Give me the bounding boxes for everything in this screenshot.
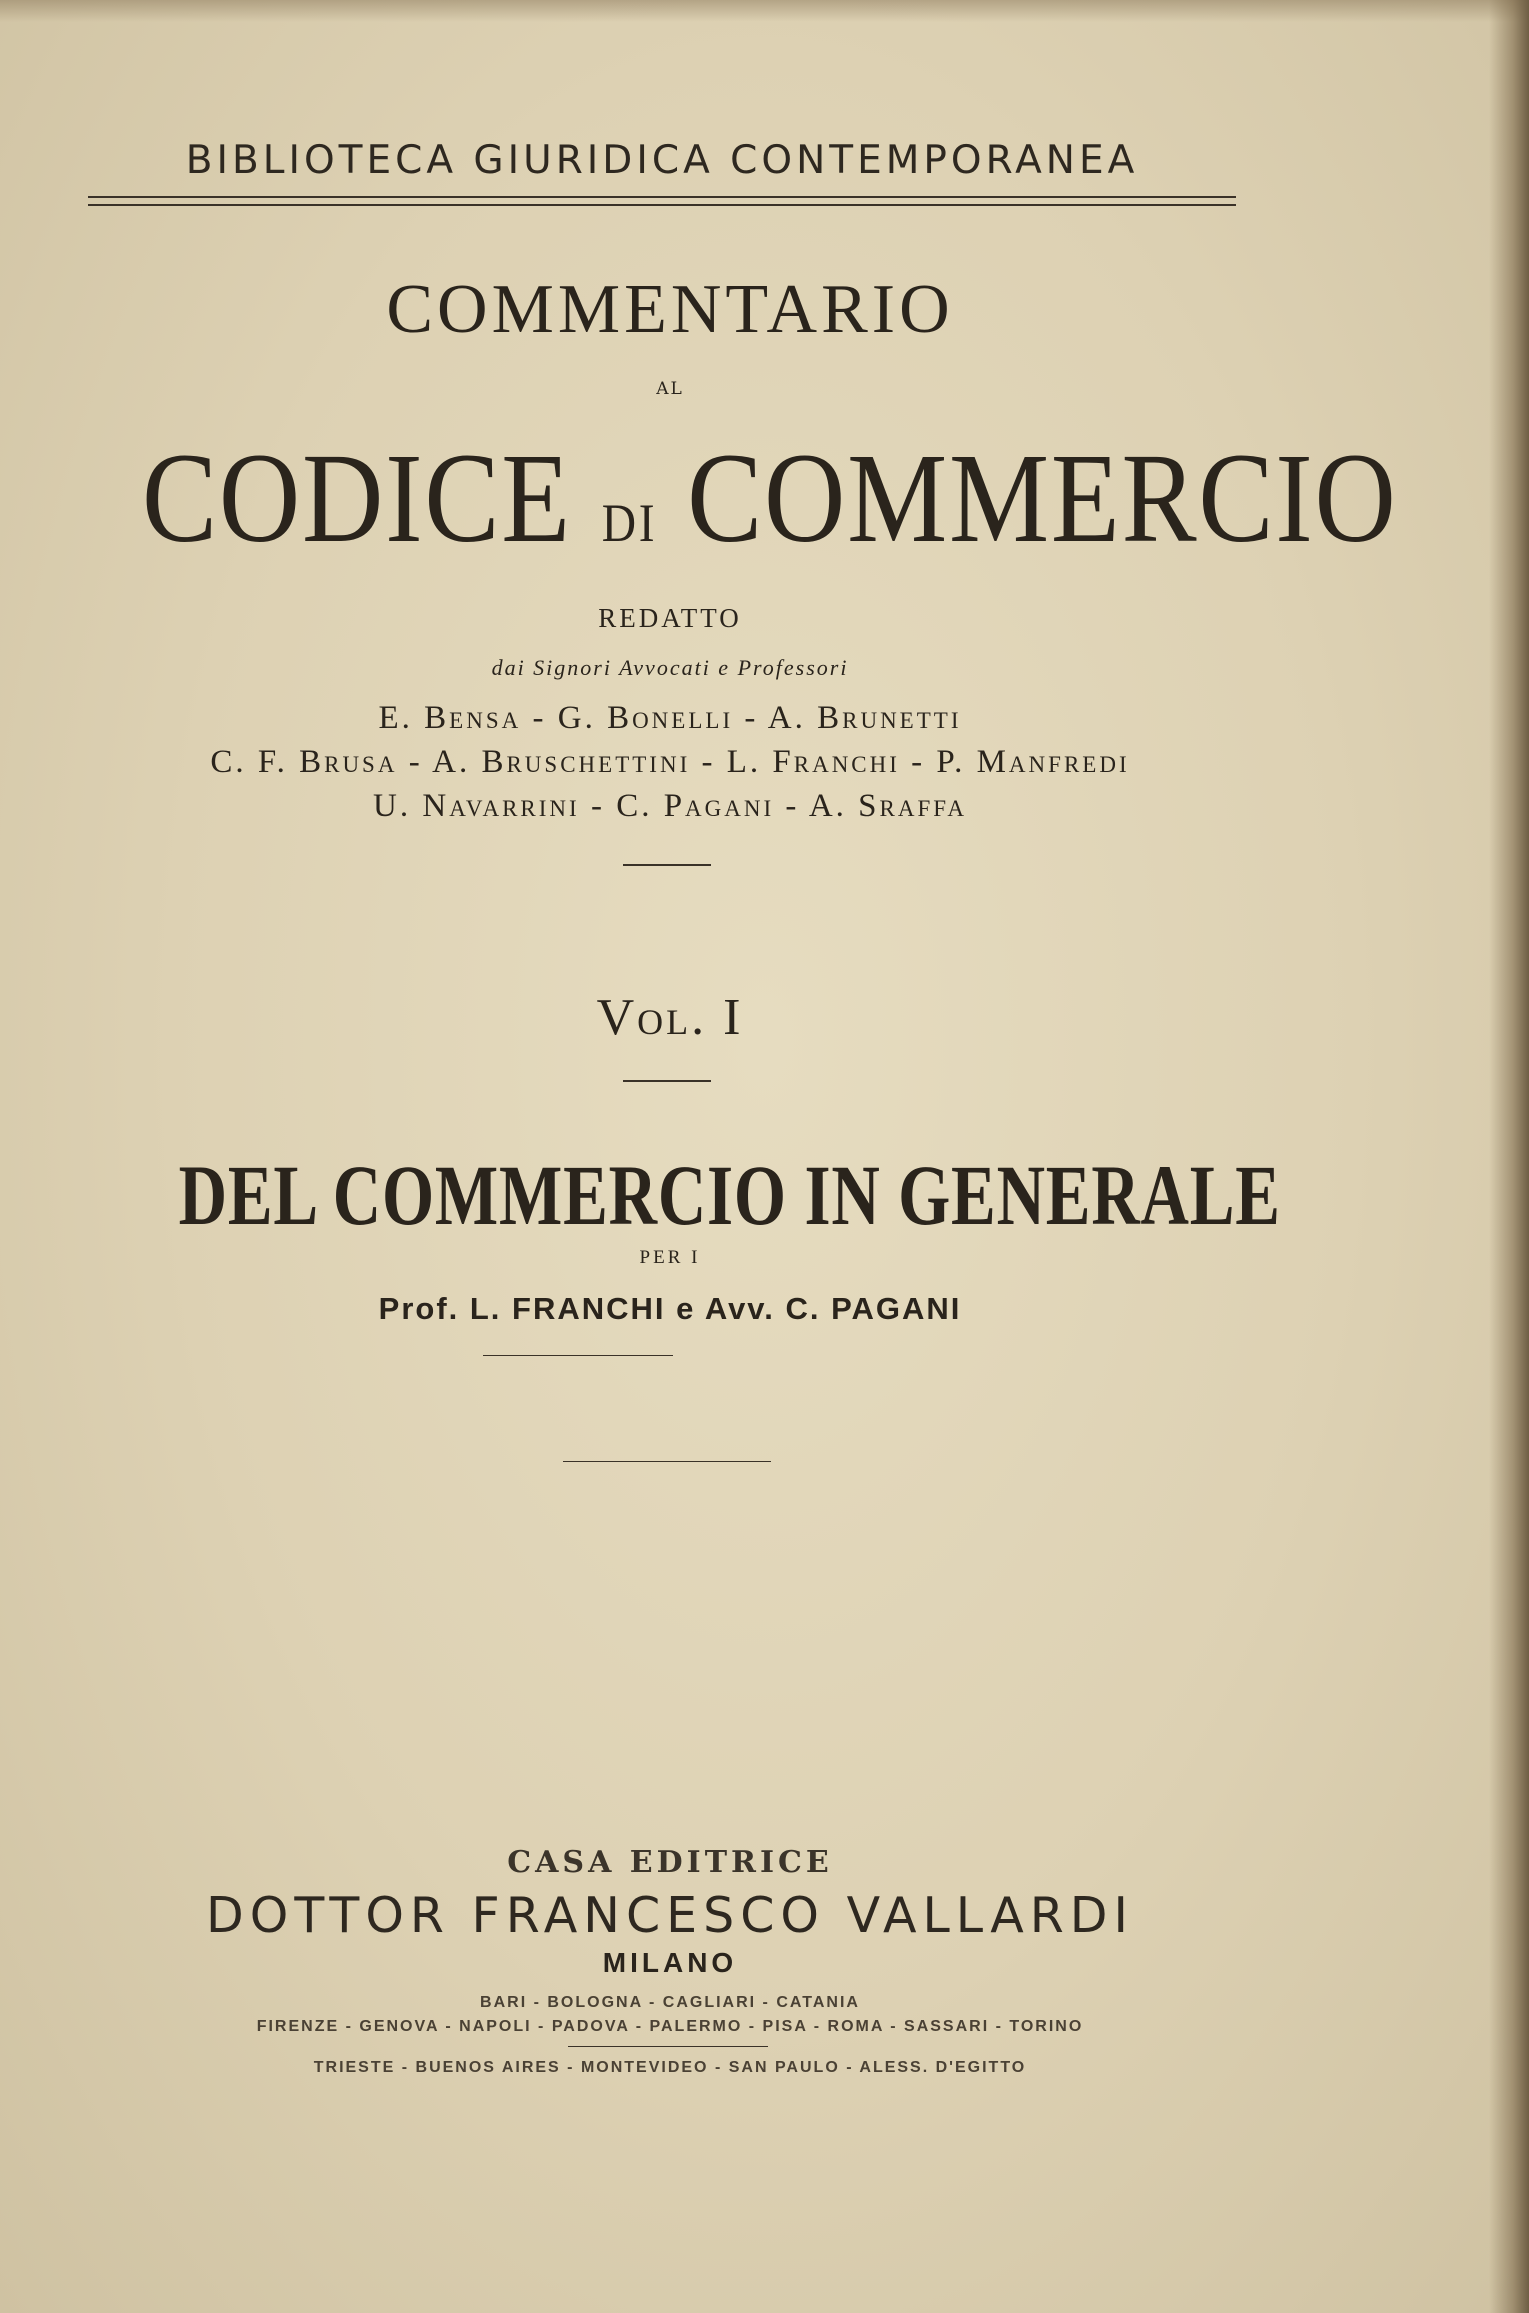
volume-authors: Prof. L. FRANCHI e Avv. C. PAGANI [378,1291,962,1326]
al-label: AL [656,379,684,399]
publisher-city: MILANO [602,1947,738,1978]
publisher-branches-line-2: FIRENZE - GENOVA - NAPOLI - PADOVA - PALERMO - PISA - ROMA - SASSARI - TORINO [256,2018,1084,2035]
main-title-word-di: DI [601,493,658,553]
publisher-name: DOTTOR FRANCESCO VALLARDI [206,1887,1134,1944]
redatto-label: REDATTO [598,603,742,633]
divider-decorative [563,1461,771,1462]
contributors-line-3: U. Navarrini - C. Pagani - A. Sraffa [373,788,967,824]
main-title [142,425,1398,572]
main-title-word-codice: CODICE [142,427,572,569]
publisher-casa-editrice: CASA EDITRICE [507,1845,833,1880]
series-title: BIBLIOTECA GIURIDICA CONTEMPORANEA [185,138,1139,183]
divider-branches [568,2046,768,2047]
contributors-line-2: C. F. Brusa - A. Bruschettini - L. Franchi - P. Manfredi [210,744,1130,780]
series-double-rule [88,196,1236,206]
publisher-branches-line-3: TRIESTE - BUENOS AIRES - MONTEVIDEO - SAN PAULO - ALESS. D'EGITTO [313,2059,1027,2076]
contributors-line-1: E. Bensa - G. Bonelli - A. Brunetti [378,700,962,736]
page-right-edge [1489,0,1529,2313]
dai-signori-line: dai Signori Avvocati e Professori [491,655,849,680]
divider-after-volume [623,1080,711,1082]
volume-subject: DEL COMMERCIO IN GENERALE [178,1147,1281,1243]
divider-after-authors [483,1355,673,1356]
volume-label: Vol. I [596,989,744,1046]
per-i-label: PER I [639,1247,701,1268]
commentario-heading: COMMENTARIO [386,271,954,348]
divider-after-contributors [623,864,711,866]
main-title-word-commercio: COMMERCIO [687,427,1398,569]
publisher-branches-line-1: BARI - BOLOGNA - CAGLIARI - CATANIA [480,1994,860,2011]
page-top-shadow [0,0,1529,22]
